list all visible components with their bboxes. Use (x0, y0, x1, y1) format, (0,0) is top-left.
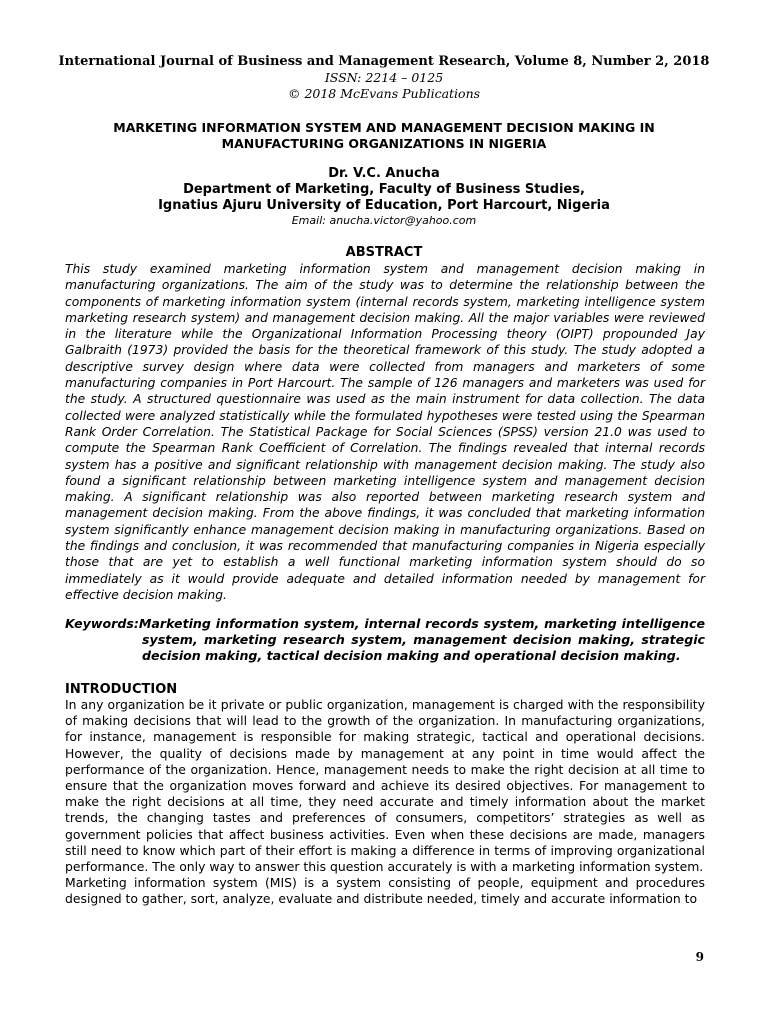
introduction-body (65, 697, 705, 908)
journal-header: International Journal of Business and Management Research, Volume 8, Number 2, 2018 (58, 54, 710, 69)
abstract-text: This study examined marketing information system and management decision making in manufacturing organizations. The aim of the study was to determine the relationship between the components of marketing information system (internal records system, marketing intelligence system marketing research system) and management decision making. All the major variables were reviewed in the literature while the Organizational Information Processing theory (OIPT) propounded Jay Galbraith (1973) provided the basis for the theoretical framework of this study. The study adopted a descriptive survey design where data were collected from managers and marketers of some manufacturing companies in Port Harcourt. The sample of 126 managers and marketers was used for the study. A structured questionnaire was used as the main instrument for data collection. The data collected were analyzed statistically while the formulated hypotheses were tested using the Spearman Rank Order Correlation. The Statistical Package for Social Sciences (SPSS) version 21.0 was used to compute the Spearman Rank Coefficient of Correlation. The findings revealed that internal records system has a positive and significant relationship with management decision making. The study also found a significant relationship between marketing intelligence system and management decision making. A significant relationship was also reported between marketing research system and management decision making. From the above findings, it was concluded that marketing information system significantly enhance management decision making in manufacturing organizations. Based on the findings and conclusion, it was recommended that manufacturing companies in Nigeria especially those that are yet to establish a well functional marketing information system should do so immediately as it would provide adequate and detailed information needed by management for effective decision making. (65, 262, 705, 602)
keywords-text: Marketing information system, internal records system, marketing intelligence system, marketing research system, management decision making, strategic decision making, tactical decision making and operational decision making. (138, 616, 705, 663)
author-email: Email: anucha.victor@yahoo.com (291, 214, 477, 227)
copyright: © 2018 McEvans Publications (287, 86, 481, 101)
author-name: Dr. V.C. Anucha (328, 166, 440, 181)
paper-title: MARKETING INFORMATION SYSTEM AND MANAGEMENT DECISION MAKING IN MANUFACTURING ORGANIZATIONS IN NIGERIA (113, 120, 655, 151)
introduction-paragraph-1: In any organization be it private or public organization, management is charged with the responsibility of making decisions that will lead to the growth of the organization. In manufacturing organizations, for instance, management is responsible for making strategic, tactical and operational decisions. However, the quality of decisions made by management at any point in time would affect the performance of the organization. Hence, management needs to make the right decision at all time to ensure that the organization moves forward and achieve its desired objectives. For management to make the right decisions at all time, they need accurate and timely information about the market trends, the changing tastes and preferences of consumers, competitors’ strategies as well as government policies that affect business activities. Even when these decisions are made, managers still need to know which part of their effort is making a difference in terms of improving organizational performance. The only way to answer this question accurately is with a marketing information system. (65, 697, 705, 875)
keywords-label: Keywords: (65, 616, 139, 631)
issn: ISSN: 2214 – 0125 (324, 70, 444, 85)
author-affiliation (0, 182, 768, 214)
affiliation-line-2: Ignatius Ajuru University of Education, Port Harcourt, Nigeria (158, 198, 610, 213)
introduction-paragraph-2: Marketing information system (MIS) is a system consisting of people, equipment and procedures designed to gather, sort, analyze, evaluate and distribute needed, timely and accurate information to (65, 875, 705, 907)
abstract-heading: ABSTRACT (345, 245, 423, 260)
keywords (65, 616, 705, 664)
introduction-heading: INTRODUCTION (65, 682, 178, 697)
page-number: 9 (695, 950, 704, 964)
affiliation-line-1: Department of Marketing, Faculty of Business Studies, (183, 182, 585, 197)
